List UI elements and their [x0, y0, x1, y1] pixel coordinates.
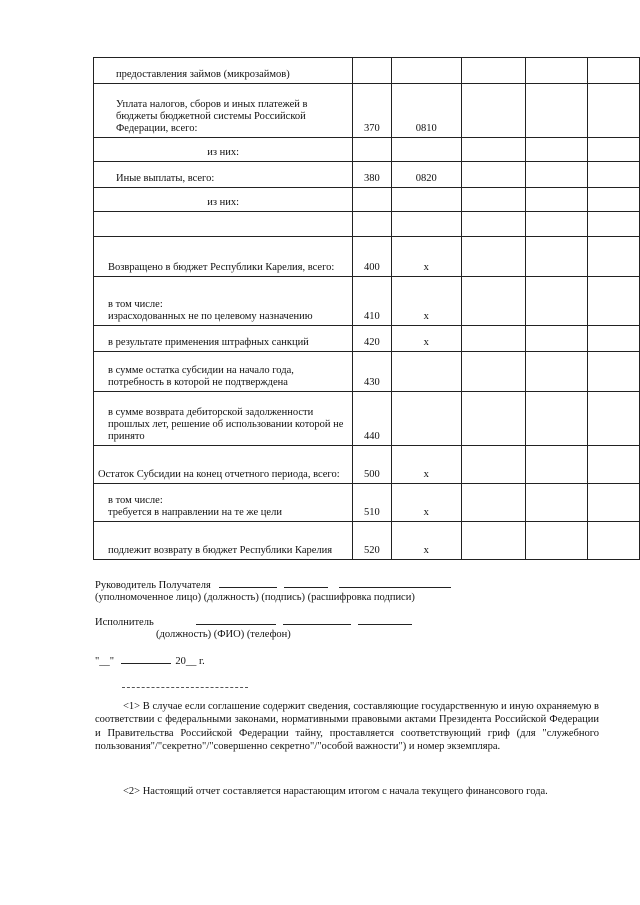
- row-value-cell: [462, 212, 526, 237]
- row-value-cell: [587, 352, 639, 392]
- row-code: 420: [353, 326, 391, 352]
- date-year: 20__ г.: [175, 656, 205, 667]
- row-label: из них:: [94, 138, 353, 162]
- row-label: Остаток Субсидии на конец отчетного периода, всего:: [94, 446, 353, 484]
- row-value-cell: [525, 392, 587, 446]
- executor-name-blank: [283, 615, 351, 625]
- row-label: Иные выплаты, всего:: [94, 162, 353, 188]
- row-label: в сумме возврата дебиторской задолженности прошлых лет, решение об использовании которой не принято: [94, 392, 353, 446]
- footnote-1: [95, 700, 599, 754]
- row-code: 520: [353, 522, 391, 560]
- table-row: [94, 392, 640, 446]
- row-label: из них:: [94, 188, 353, 212]
- executor-label: Исполнитель: [95, 617, 154, 628]
- row-code: 380: [353, 162, 391, 188]
- executor-caption: (должность) (ФИО) (телефон): [156, 629, 291, 640]
- row-value-cell: [525, 484, 587, 522]
- row-value-cell: [525, 446, 587, 484]
- row-label: в сумме остатка субсидии на начало года, потребность в которой не подтверждена: [94, 352, 353, 392]
- row-label: в том числе: израсходованных не по целевому назначению: [94, 277, 353, 326]
- row-value-cell: [525, 84, 587, 138]
- row-value-cell: [462, 162, 526, 188]
- row-value-cell: [587, 138, 639, 162]
- row-code: 430: [353, 352, 391, 392]
- row-direction-code: [391, 392, 462, 446]
- row-value-cell: [462, 392, 526, 446]
- row-direction-code: [391, 188, 462, 212]
- executor-signature-line: [95, 615, 412, 628]
- row-direction-code: х: [391, 237, 462, 277]
- row-direction-code: х: [391, 326, 462, 352]
- row-code: 500: [353, 446, 391, 484]
- row-label: в результате применения штрафных санкций: [94, 326, 353, 352]
- table-row: [94, 138, 640, 162]
- row-direction-code: х: [391, 484, 462, 522]
- row-value-cell: [525, 162, 587, 188]
- row-label: Уплата налогов, сборов и иных платежей в бюджеты бюджетной системы Российской Федерации, всего:: [94, 84, 353, 138]
- row-value-cell: [462, 446, 526, 484]
- name-blank: [339, 578, 451, 588]
- executor-position-blank: [196, 615, 276, 625]
- row-code: [353, 188, 391, 212]
- row-value-cell: [525, 188, 587, 212]
- row-value-cell: [587, 237, 639, 277]
- row-value-cell: [462, 138, 526, 162]
- row-direction-code: 0820: [391, 162, 462, 188]
- row-value-cell: [587, 162, 639, 188]
- row-code: 410: [353, 277, 391, 326]
- table-row: [94, 188, 640, 212]
- row-value-cell: [462, 84, 526, 138]
- row-code: [353, 212, 391, 237]
- date-month-blank: [121, 654, 171, 664]
- row-value-cell: [462, 58, 526, 84]
- row-value-cell: [525, 277, 587, 326]
- row-direction-code: [391, 58, 462, 84]
- row-value-cell: [587, 392, 639, 446]
- table-row: [94, 237, 640, 277]
- date-line: [95, 654, 205, 667]
- row-direction-code: х: [391, 522, 462, 560]
- table-row: [94, 446, 640, 484]
- footnote-2: [95, 785, 599, 798]
- footnote-1-text: <1> В случае если соглашение содержит сведения, составляющие государственную и иную охраняемую в соответствии с федеральными законами, нормативными правовыми актами Президента Российской Федерации и Правительства Российской Федерации тайну, проставляется соответствующий гриф (для "служебного пользования"/"секретно"/"совершенно секретно"/"особой важности") и номер экземпляра.: [95, 701, 599, 753]
- signature-blank: [284, 578, 328, 588]
- row-label: [94, 212, 353, 237]
- row-value-cell: [462, 188, 526, 212]
- row-value-cell: [525, 522, 587, 560]
- table-row: [94, 326, 640, 352]
- table-row: [94, 484, 640, 522]
- row-value-cell: [587, 212, 639, 237]
- table-row: [94, 212, 640, 237]
- row-code: [353, 138, 391, 162]
- row-value-cell: [587, 522, 639, 560]
- table-row: [94, 277, 640, 326]
- table-row: [94, 58, 640, 84]
- footnote-2-text: <2> Настоящий отчет составляется нарастающим итогом с начала текущего финансового года.: [123, 786, 548, 797]
- row-value-cell: [587, 277, 639, 326]
- row-value-cell: [587, 84, 639, 138]
- row-value-cell: [587, 326, 639, 352]
- date-day: "__": [95, 656, 115, 667]
- row-label: предоставления займов (микрозаймов): [94, 58, 353, 84]
- row-code: 440: [353, 392, 391, 446]
- row-value-cell: [462, 522, 526, 560]
- row-direction-code: [391, 138, 462, 162]
- table-row: [94, 84, 640, 138]
- row-direction-code: х: [391, 446, 462, 484]
- row-value-cell: [462, 277, 526, 326]
- row-value-cell: [462, 326, 526, 352]
- row-label: Возвращено в бюджет Республики Карелия, всего:: [94, 237, 353, 277]
- row-label: подлежит возврату в бюджет Республики Карелия: [94, 522, 353, 560]
- row-code: 400: [353, 237, 391, 277]
- row-value-cell: [525, 212, 587, 237]
- position-blank: [219, 578, 277, 588]
- report-table: [93, 57, 640, 560]
- row-value-cell: [462, 237, 526, 277]
- head-caption: (уполномоченное лицо) (должность) (подпись) (расшифровка подписи): [95, 592, 415, 603]
- row-code: 510: [353, 484, 391, 522]
- row-value-cell: [525, 138, 587, 162]
- row-value-cell: [462, 352, 526, 392]
- row-value-cell: [525, 237, 587, 277]
- table-row: [94, 352, 640, 392]
- row-value-cell: [587, 58, 639, 84]
- table-row: [94, 522, 640, 560]
- row-value-cell: [587, 188, 639, 212]
- head-signature-line: [95, 578, 451, 591]
- row-direction-code: х: [391, 277, 462, 326]
- row-value-cell: [587, 446, 639, 484]
- row-direction-code: [391, 352, 462, 392]
- table-row: [94, 162, 640, 188]
- executor-phone-blank: [358, 615, 412, 625]
- row-label: в том числе: требуется в направлении на те же цели: [94, 484, 353, 522]
- head-label: Руководитель Получателя: [95, 580, 211, 591]
- row-value-cell: [462, 484, 526, 522]
- row-direction-code: [391, 212, 462, 237]
- row-code: [353, 58, 391, 84]
- row-value-cell: [587, 484, 639, 522]
- row-value-cell: [525, 58, 587, 84]
- row-value-cell: [525, 326, 587, 352]
- footnote-separator: [122, 687, 248, 688]
- row-value-cell: [525, 352, 587, 392]
- row-direction-code: 0810: [391, 84, 462, 138]
- row-code: 370: [353, 84, 391, 138]
